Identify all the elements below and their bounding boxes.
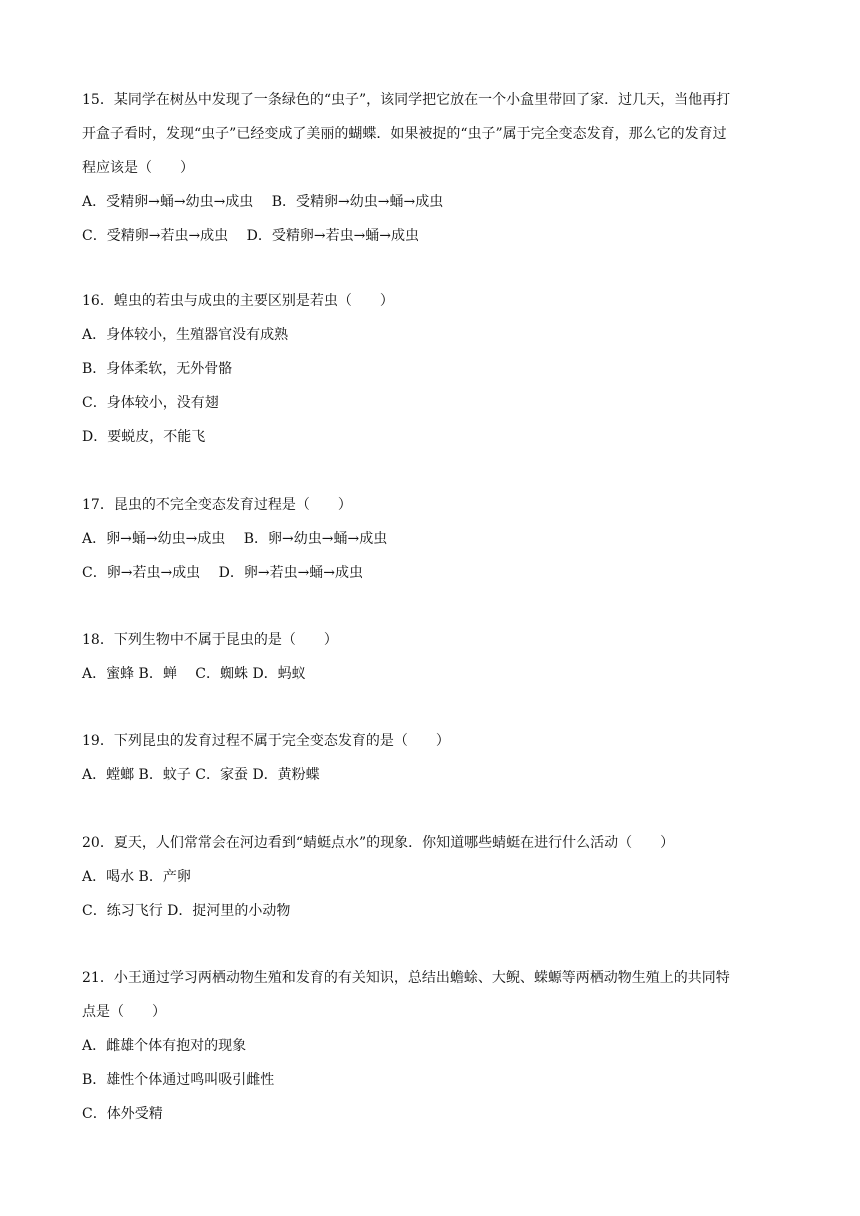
- question-16: [82, 284, 782, 454]
- answer-option: A．卵→蛹→幼虫→成虫 B．卵→幼虫→蛹→成虫: [82, 531, 388, 547]
- answer-option: A．身体较小，生殖器官没有成熟: [82, 327, 289, 343]
- question-19: [82, 724, 782, 792]
- answer-option: B．身体柔软，无外骨骼: [82, 361, 233, 377]
- question-21: [82, 961, 782, 1131]
- question-20: [82, 826, 782, 928]
- answer-option: A．螳螂 B．蚊子 C．家蚕 D．黄粉蝶: [82, 767, 320, 783]
- answer-option: C．卵→若虫→成虫 D．卵→若虫→蛹→成虫: [82, 565, 364, 581]
- question-text: 程应该是（ ）: [82, 160, 194, 176]
- question-text: 18．下列生物中不属于昆虫的是（ ）: [82, 632, 338, 648]
- answer-option: C．练习飞行 D．捉河里的小动物: [82, 903, 291, 919]
- question-text: 19．下列昆虫的发育过程不属于完全变态发育的是（ ）: [82, 733, 450, 749]
- answer-option: A．蜜蜂 B．蝉 C．蜘蛛 D．蚂蚁: [82, 666, 306, 682]
- answer-option: C．受精卵→若虫→成虫 D．受精卵→若虫→蛹→成虫: [82, 228, 420, 244]
- question-text: 17．昆虫的不完全变态发育过程是（ ）: [82, 497, 352, 513]
- answer-option: B．雄性个体通过鸣叫吸引雌性: [82, 1072, 275, 1088]
- answer-option: A．雌雄个体有抱对的现象: [82, 1038, 247, 1054]
- answer-option: A．喝水 B．产卵: [82, 869, 191, 885]
- question-text: 开盒子看时，发现“虫子”已经变成了美丽的蝴蝶．如果被捉的“虫子”属于完全变态发育，那么它的发育过: [82, 126, 727, 142]
- answer-option: C．体外受精: [82, 1106, 163, 1122]
- question-text: 16．蝗虫的若虫与成虫的主要区别是若虫（ ）: [82, 293, 394, 309]
- question-text: 21．小王通过学习两栖动物生殖和发育的有关知识，总结出蟾蜍、大鲵、蝾螈等两栖动物生殖上的共同特: [82, 970, 730, 986]
- question-18: [82, 623, 782, 691]
- question-15: [82, 83, 782, 253]
- question-text: 15．某同学在树丛中发现了一条绿色的“虫子”，该同学把它放在一个小盒里带回了家．过几天，当他再打: [82, 92, 731, 108]
- question-text: 点是（ ）: [82, 1004, 166, 1020]
- answer-option: D．要蜕皮，不能飞: [82, 429, 206, 445]
- answer-option: C．身体较小，没有翅: [82, 395, 219, 411]
- question-text: 20．夏天，人们常常会在河边看到“蜻蜓点水”的现象．你知道哪些蜻蜓在进行什么活动（ ）: [82, 835, 675, 851]
- question-17: [82, 488, 782, 590]
- answer-option: A．受精卵→蛹→幼虫→成虫 B．受精卵→幼虫→蛹→成虫: [82, 194, 444, 210]
